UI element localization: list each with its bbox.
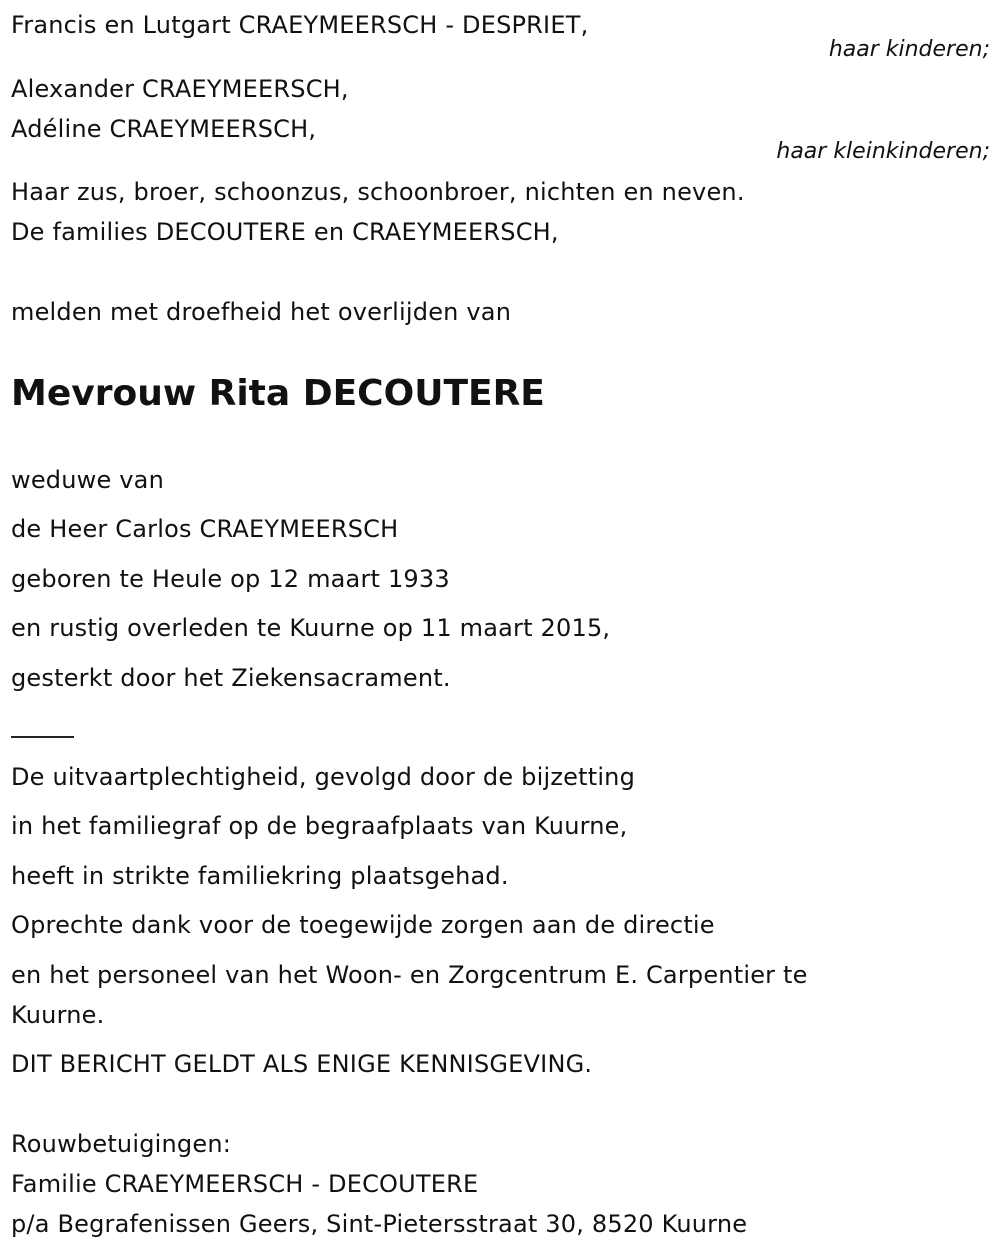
detail-line: en rustig overleden te Kuurne op 11 maart 2015,	[11, 614, 611, 642]
announcement-intro: melden met droefheid het overlijden van	[11, 298, 512, 326]
condolences-label: Rouwbetuigingen:	[11, 1130, 232, 1158]
detail-line: weduwe van	[11, 466, 164, 494]
funeral-line: heeft in strikte familiekring plaatsgehad.	[11, 862, 509, 890]
deceased-name: Mevrouw Rita DECOUTERE	[11, 373, 545, 414]
grandchild-2: Adéline CRAEYMEERSCH,	[11, 115, 317, 143]
detail-line: geboren te Heule op 12 maart 1933	[11, 565, 450, 593]
grandchildren-role: haar kleinkinderen;	[776, 139, 990, 164]
detail-line: gesterkt door het Ziekensacrament.	[11, 664, 451, 692]
funeral-line: De uitvaartplechtigheid, gevolgd door de bijzetting	[11, 763, 636, 791]
grandchild-1: Alexander CRAEYMEERSCH,	[11, 75, 349, 103]
funeral-line: Oprechte dank voor de toegewijde zorgen aan de directie	[11, 911, 715, 939]
other-relatives: Haar zus, broer, schoonzus, schoonbroer, nichten en neven.	[11, 178, 745, 206]
children-role: haar kinderen;	[828, 37, 990, 62]
children-line: Francis en Lutgart CRAEYMEERSCH - DESPRIET,	[11, 11, 589, 39]
detail-line: de Heer Carlos CRAEYMEERSCH	[11, 515, 399, 543]
notice-statement: DIT BERICHT GELDT ALS ENIGE KENNISGEVING.	[11, 1050, 593, 1078]
funeral-line: in het familiegraf op de begraafplaats van Kuurne,	[11, 812, 628, 840]
funeral-line: Kuurne.	[11, 1001, 105, 1029]
families-line: De families DECOUTERE en CRAEYMEERSCH,	[11, 218, 559, 246]
funeral-line: en het personeel van het Woon- en Zorgcentrum E. Carpentier te	[11, 961, 808, 989]
condolences-address: p/a Begrafenissen Geers, Sint-Pietersstraat 30, 8520 Kuurne	[11, 1210, 748, 1238]
separator-rule	[11, 736, 74, 738]
condolences-recipient: Familie CRAEYMEERSCH - DECOUTERE	[11, 1170, 479, 1198]
